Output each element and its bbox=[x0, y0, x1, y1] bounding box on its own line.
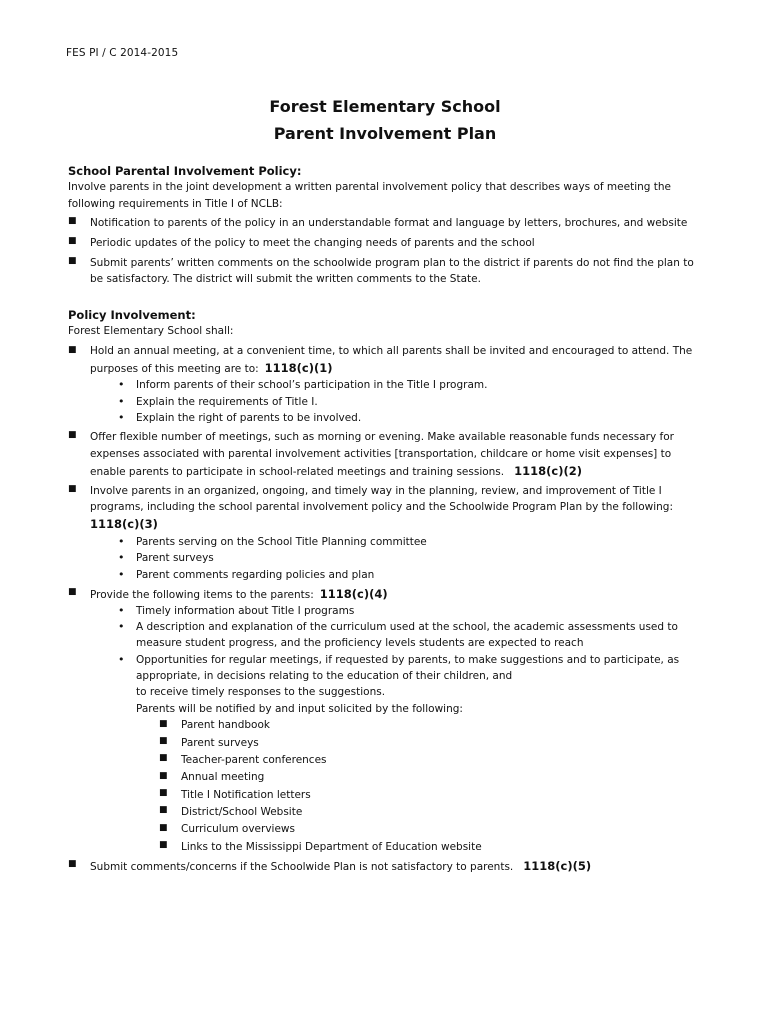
involvement-item-1-line1: Hold an annual meeting, at a convenient time, to which all parents shall be invited and encouraged to attend. The bbox=[90, 345, 693, 357]
notify-item: Parent surveys bbox=[181, 737, 259, 749]
involvement-item-4-bullet: Opportunities for regular meetings, if requested by parents, to make suggestions and to participate, as bbox=[136, 654, 680, 666]
square-bullet-icon: ■ bbox=[159, 736, 168, 746]
bullet-icon: • bbox=[118, 653, 125, 666]
involvement-item-2-text: enable parents to participate in school-related meetings and training sessions. bbox=[90, 466, 505, 478]
square-bullet-icon: ■ bbox=[68, 484, 77, 494]
involvement-item-5-text: Submit comments/concerns if the Schoolwide Plan is not satisfactory to parents. bbox=[90, 861, 514, 873]
school-title: Forest Elementary School bbox=[269, 97, 501, 116]
involvement-item-1-text: purposes of this meeting are to: bbox=[90, 363, 259, 375]
involvement-item-3-line1: Involve parents in an organized, ongoing, and timely way in the planning, review, and improvement of Title I bbox=[90, 485, 662, 497]
notify-item: Curriculum overviews bbox=[181, 823, 295, 835]
policy-item: Notification to parents of the policy in an understandable format and language by letters, brochures, and website bbox=[90, 217, 688, 229]
square-bullet-icon: ■ bbox=[68, 345, 77, 355]
law-reference: 1118(c)(5) bbox=[523, 859, 592, 873]
involvement-item-1-bullet: Explain the right of parents to be involved. bbox=[136, 412, 362, 424]
plan-title: Parent Involvement Plan bbox=[273, 124, 497, 143]
notify-item: Teacher-parent conferences bbox=[181, 754, 327, 766]
involvement-item-3-bullet: Parents serving on the School Title Planning committee bbox=[136, 536, 427, 548]
involvement-item-5-line1 bbox=[90, 859, 591, 873]
involvement-item-4-bullet-continuation: measure student progress, and the proficiency levels students are expected to reach bbox=[136, 637, 584, 649]
bullet-icon: • bbox=[118, 551, 125, 564]
square-bullet-icon: ■ bbox=[68, 587, 77, 597]
involvement-item-1-bullet: Explain the requirements of Title I. bbox=[136, 396, 318, 408]
bullet-icon: • bbox=[118, 604, 125, 617]
square-bullet-icon: ■ bbox=[159, 840, 168, 850]
law-reference: 1118(c)(2) bbox=[514, 464, 582, 478]
square-bullet-icon: ■ bbox=[68, 430, 77, 440]
involvement-item-4-text: Provide the following items to the parents: bbox=[90, 589, 314, 601]
involvement-item-4-bullet-continuation: Parents will be notified by and input solicited by the following: bbox=[136, 703, 463, 715]
notify-item: Annual meeting bbox=[181, 771, 265, 783]
policy-heading: School Parental Involvement Policy: bbox=[68, 164, 302, 178]
bullet-icon: • bbox=[118, 620, 125, 633]
involvement-item-2-line3 bbox=[90, 464, 582, 478]
notify-item: District/School Website bbox=[181, 806, 303, 818]
law-reference: 1118(c)(3) bbox=[90, 517, 158, 531]
policy-item: Submit parents’ written comments on the schoolwide program plan to the district if parents do not find the plan to bbox=[90, 257, 694, 269]
involvement-item-3-bullet: Parent surveys bbox=[136, 552, 214, 564]
involvement-item-4-bullet-continuation: to receive timely responses to the suggestions. bbox=[136, 686, 386, 698]
bullet-icon: • bbox=[118, 378, 125, 391]
involvement-intro: Forest Elementary School shall: bbox=[68, 325, 234, 337]
law-reference: 1118(c)(1) bbox=[264, 361, 333, 375]
involvement-item-2-line1: Offer flexible number of meetings, such as morning or evening. Make available reasonable funds necessary for bbox=[90, 431, 674, 443]
bullet-icon: • bbox=[118, 411, 125, 424]
policy-item-continuation: be satisfactory. The district will submit the written comments to the State. bbox=[90, 273, 481, 285]
square-bullet-icon: ■ bbox=[159, 771, 168, 781]
square-bullet-icon: ■ bbox=[68, 236, 77, 246]
bullet-icon: • bbox=[118, 568, 125, 581]
square-bullet-icon: ■ bbox=[159, 805, 168, 815]
policy-intro-line1: Involve parents in the joint development a written parental involvement policy that describes ways of meeting the bbox=[68, 181, 671, 193]
law-reference: 1118(c)(4) bbox=[319, 587, 388, 601]
notify-item: Title I Notification letters bbox=[181, 789, 311, 801]
involvement-item-4-bullet: Timely information about Title I programs bbox=[136, 605, 355, 617]
notify-item: Links to the Mississippi Department of Education website bbox=[181, 841, 482, 853]
document-code: FES PI / C 2014-2015 bbox=[66, 47, 179, 59]
involvement-item-3-line2: programs, including the school parental involvement policy and the Schoolwide Program Plan by the following: bbox=[90, 501, 673, 513]
bullet-icon: • bbox=[118, 535, 125, 548]
square-bullet-icon: ■ bbox=[68, 216, 77, 226]
square-bullet-icon: ■ bbox=[159, 719, 168, 729]
square-bullet-icon: ■ bbox=[159, 823, 168, 833]
involvement-heading: Policy Involvement: bbox=[68, 308, 196, 322]
bullet-icon: • bbox=[118, 395, 125, 408]
involvement-item-1-bullet: Inform parents of their school’s participation in the Title I program. bbox=[136, 379, 488, 391]
square-bullet-icon: ■ bbox=[68, 859, 77, 869]
involvement-item-4-line1 bbox=[90, 587, 388, 601]
policy-item: Periodic updates of the policy to meet the changing needs of parents and the school bbox=[90, 237, 535, 249]
policy-intro-line2: following requirements in Title I of NCLB: bbox=[68, 198, 283, 210]
square-bullet-icon: ■ bbox=[159, 788, 168, 798]
notify-item: Parent handbook bbox=[181, 719, 270, 731]
involvement-item-2-line2: expenses associated with parental involvement activities [transportation, childcare or home visit expenses] to bbox=[90, 448, 672, 460]
involvement-item-1-line2 bbox=[90, 361, 333, 375]
involvement-item-3-bullet: Parent comments regarding policies and plan bbox=[136, 569, 375, 581]
involvement-item-4-bullet: A description and explanation of the curriculum used at the school, the academic assessments used to bbox=[136, 621, 678, 633]
square-bullet-icon: ■ bbox=[159, 753, 168, 763]
square-bullet-icon: ■ bbox=[68, 256, 77, 266]
involvement-item-4-bullet-continuation: appropriate, in decisions relating to the education of their children, and bbox=[136, 670, 513, 682]
